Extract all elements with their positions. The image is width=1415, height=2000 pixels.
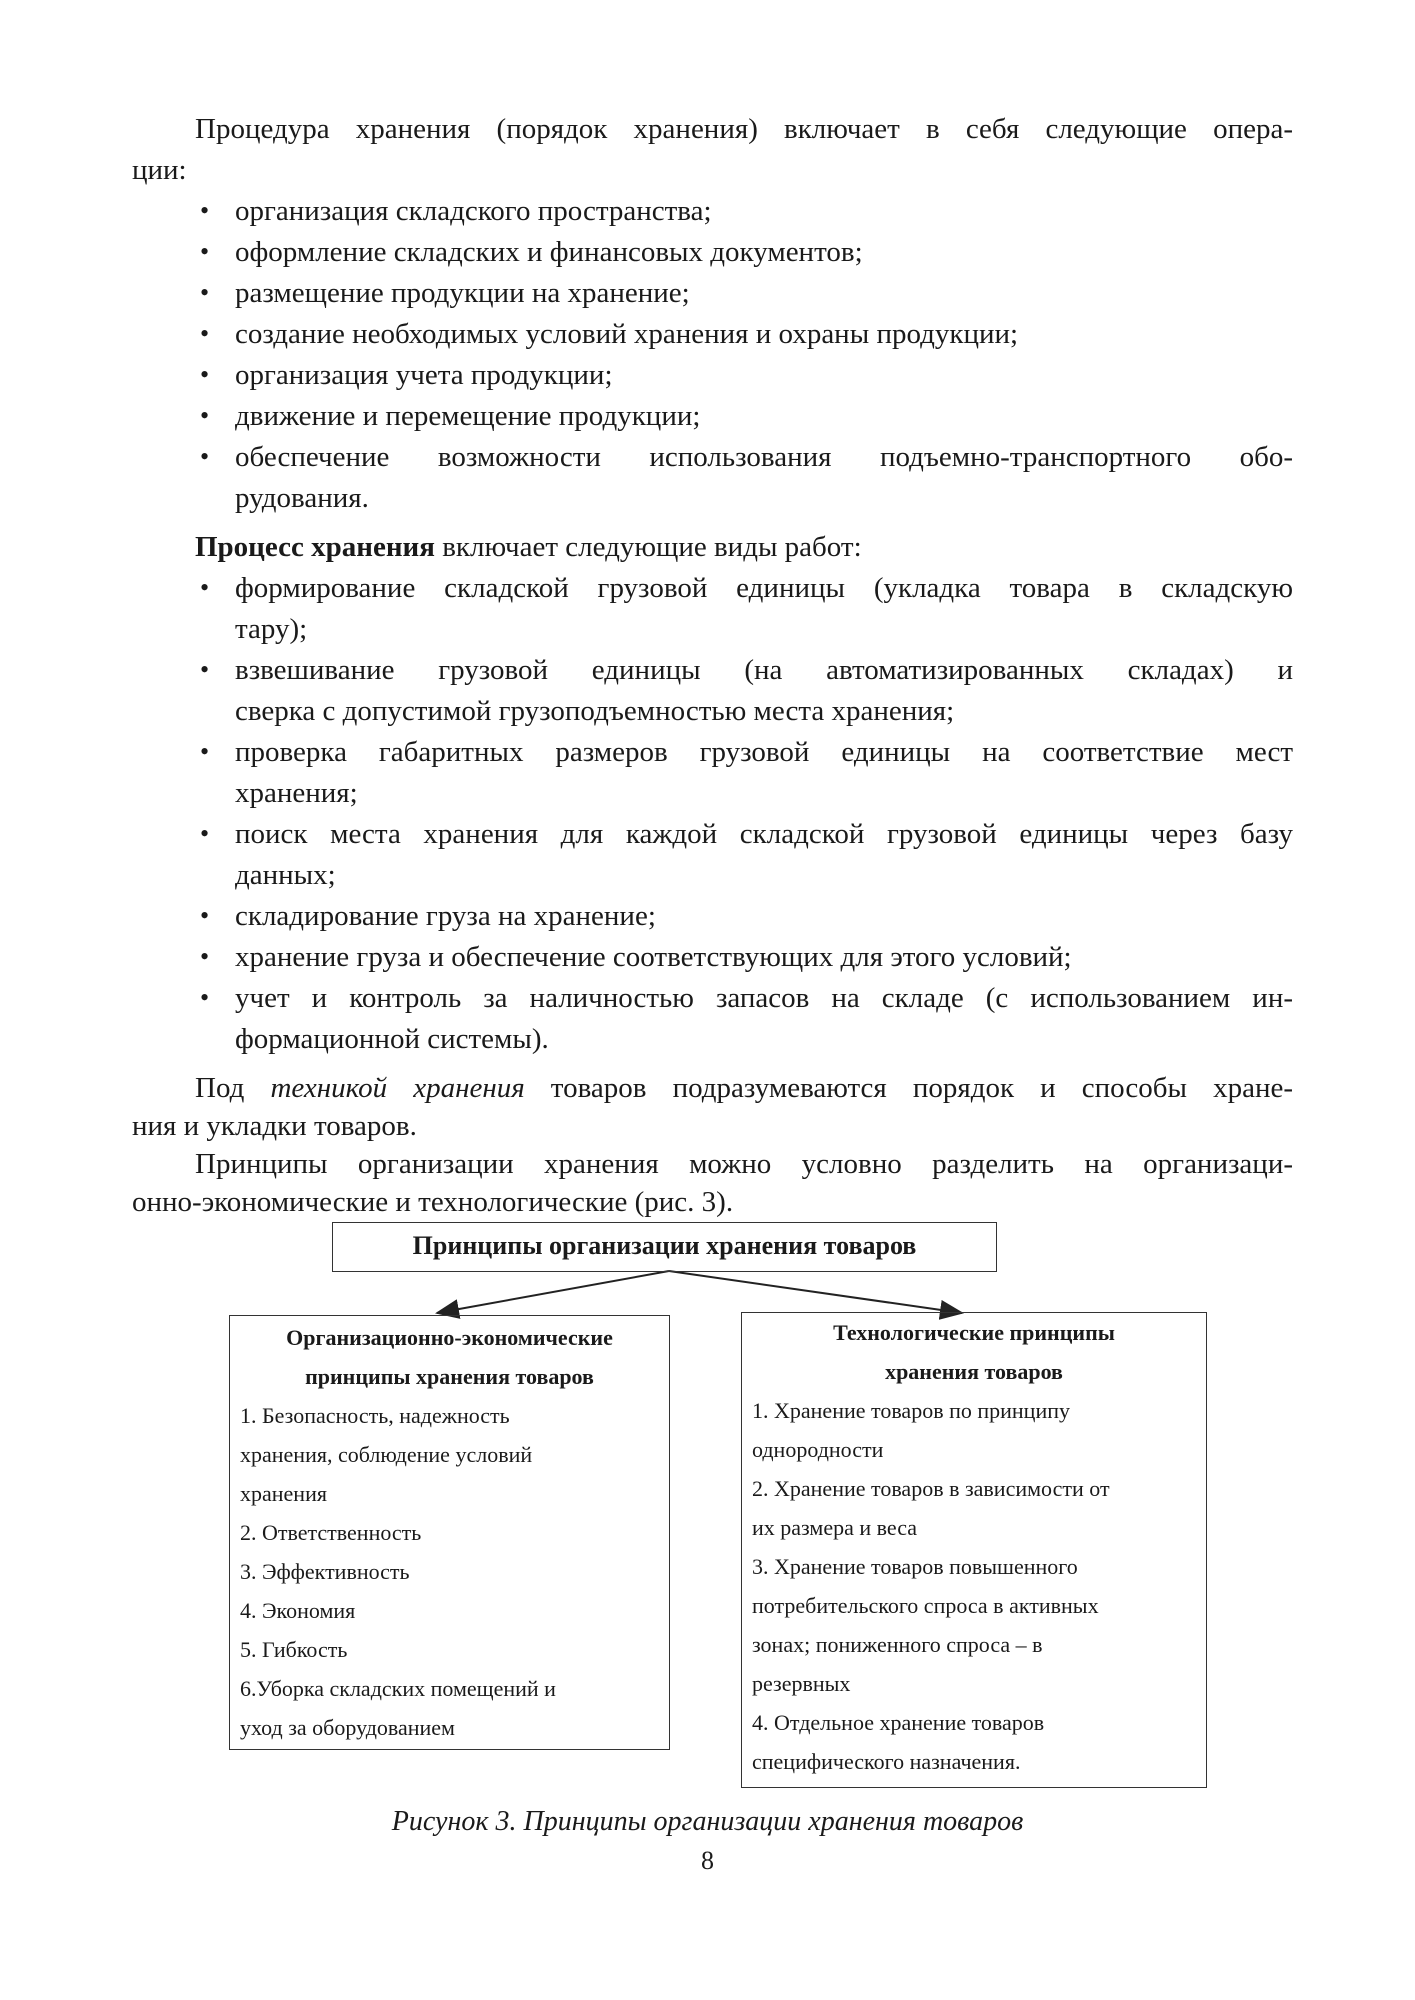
list-item-line: оформление складских и финансовых документов; [235, 236, 863, 268]
bullet-icon: • [200, 319, 210, 348]
box-item-line: уход за оборудованием [240, 1715, 455, 1740]
list-item-line: хранение груза и обеспечение соответствующих для этого условий; [235, 941, 1072, 973]
bullet-icon: • [200, 360, 210, 389]
bullet-icon: • [200, 819, 210, 848]
list-item-line: проверка габаритных размеров грузовой единицы на соответствие мест [235, 736, 1293, 768]
figure-caption: Рисунок 3. Принципы организации хранения товаров [391, 1806, 1024, 1837]
box-title-line: Технологические принципы [833, 1320, 1115, 1345]
box-item-line: 2. Ответственность [240, 1520, 422, 1545]
box-item-line: потребительского спроса в активных [752, 1593, 1099, 1618]
box-item-line: 1. Безопасность, надежность [240, 1403, 510, 1428]
box-item-line: зонах; пониженного спроса – в [752, 1632, 1043, 1657]
paragraph-line: онно-экономические и технологические (рис. 3). [132, 1186, 734, 1218]
arrow-left [437, 1271, 669, 1313]
text: включает следующие виды работ: [434, 531, 862, 563]
list-item-line: взвешивание грузовой единицы (на автоматизированных складах) и [235, 654, 1293, 686]
list-item-line: формирование складской грузовой единицы (укладка товара в складскую [235, 572, 1293, 604]
box-item-line: 6.Уборка складских помещений и [240, 1676, 556, 1701]
paragraph-line: ции: [132, 154, 187, 186]
bullet-icon: • [200, 737, 210, 766]
box-item-line: 3. Эффективность [240, 1559, 410, 1584]
list-item-line: движение и перемещение продукции; [235, 400, 701, 432]
bullet-icon: • [200, 573, 210, 602]
box-item-line: 2. Хранение товаров в зависимости от [752, 1476, 1110, 1501]
list-item-line: хранения; [235, 777, 358, 809]
list-item-line: сверка с допустимой грузоподъемностью места хранения; [235, 695, 955, 727]
diagram-right-box [741, 1312, 1207, 1788]
box-title-line: Организационно-экономические [286, 1325, 613, 1350]
box-item-line: 4. Отдельное хранение товаров [752, 1710, 1045, 1735]
box-title-line: хранения товаров [885, 1359, 1063, 1384]
text: товаров подразумеваются порядок и способы хране- [524, 1072, 1294, 1104]
list-item-line: тару); [235, 613, 308, 645]
paragraph-line: Процедура хранения (порядок хранения) включает в себя следующие опера- [195, 113, 1293, 145]
bullet-icon: • [200, 196, 210, 225]
list-item-line: учет и контроль за наличностью запасов на складе (с использованием ин- [235, 982, 1293, 1014]
box-item-line: 3. Хранение товаров повышенного [752, 1554, 1078, 1579]
list-item-line: обеспечение возможности использования подъемно-транспортного обо- [235, 441, 1293, 473]
arrow-right [669, 1271, 962, 1313]
page-number: 8 [701, 1846, 714, 1875]
list-item-line: формационной системы). [235, 1023, 549, 1055]
list-item-line: поиск места хранения для каждой складской грузовой единицы через базу [235, 818, 1293, 850]
list-item-line: рудования. [235, 482, 369, 514]
box-item-line: 4. Экономия [240, 1598, 356, 1623]
box-item-line: 5. Гибкость [240, 1637, 348, 1662]
box-item-line: резервных [752, 1671, 851, 1696]
bullet-icon: • [200, 237, 210, 266]
list-item-line: складирование груза на хранение; [235, 900, 656, 932]
list-item-line: организация складского пространства; [235, 195, 712, 227]
box-title-line: принципы хранения товаров [305, 1364, 594, 1389]
bold-term: Процесс хранения [195, 531, 435, 563]
text: Под [195, 1072, 271, 1104]
diagram-top-box [332, 1222, 997, 1272]
paragraph-line: Принципы организации хранения можно условно разделить на организаци- [195, 1148, 1293, 1180]
italic-term: техникой хранения [270, 1072, 525, 1104]
bullet-icon: • [200, 401, 210, 430]
list-item-line: создание необходимых условий хранения и охраны продукции; [235, 318, 1019, 350]
box-item-line: специфического назначения. [752, 1749, 1021, 1774]
bullet-icon: • [200, 901, 210, 930]
diagram-top-title: Принципы организации хранения товаров [412, 1231, 917, 1260]
diagram-left-box [229, 1315, 670, 1750]
list-item-line: данных; [235, 859, 336, 891]
paragraph-line: ния и укладки товаров. [132, 1110, 417, 1142]
list-item-line: организация учета продукции; [235, 359, 613, 391]
bullet-icon: • [200, 655, 210, 684]
box-item-line: их размера и веса [752, 1515, 918, 1540]
bullet-icon: • [200, 983, 210, 1012]
box-item-line: 1. Хранение товаров по принципу [752, 1398, 1070, 1423]
bullet-icon: • [200, 442, 210, 471]
bullet-icon: • [200, 278, 210, 307]
list-item-line: размещение продукции на хранение; [235, 277, 690, 309]
bullet-icon: • [200, 942, 210, 971]
box-item-line: хранения [240, 1481, 327, 1506]
box-item-line: однородности [752, 1437, 884, 1462]
box-item-line: хранения, соблюдение условий [240, 1442, 533, 1467]
